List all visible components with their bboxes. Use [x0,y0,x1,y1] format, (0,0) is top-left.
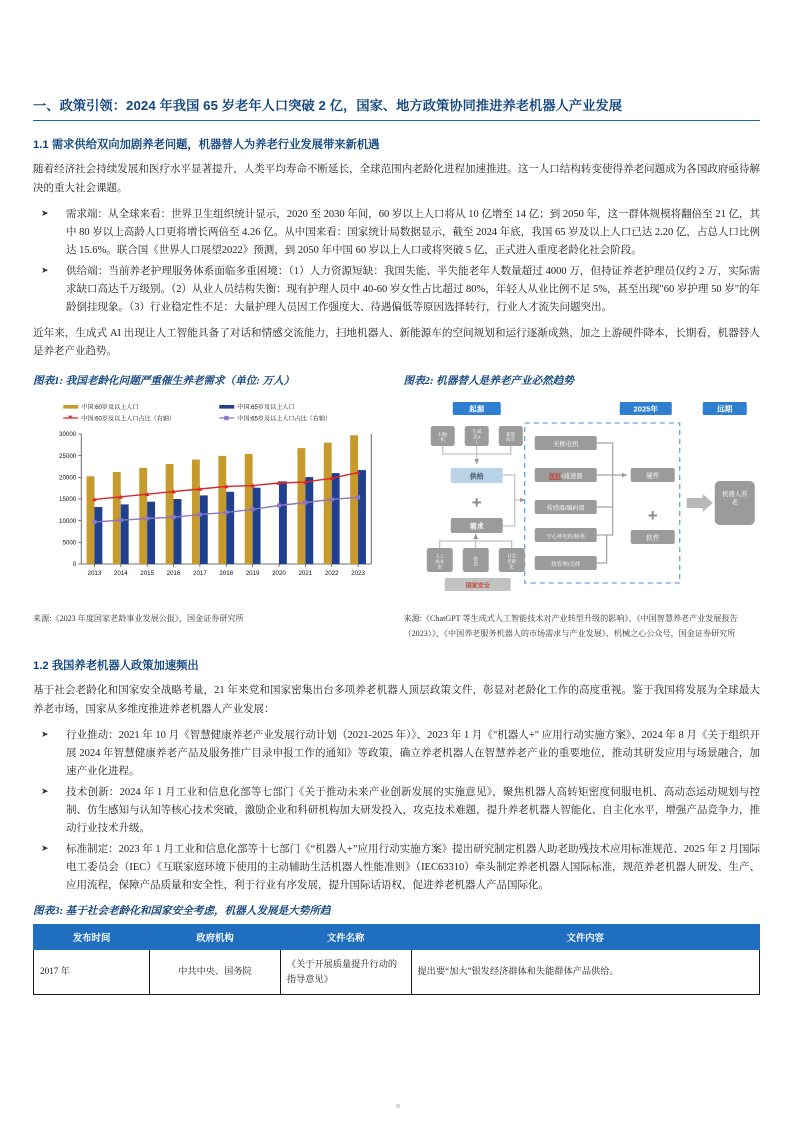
figure-2-caption: 图表2: 机器替人是养老产业必然趋势 [403,375,574,387]
svg-text:中国:60岁及以上人口占比（右轴）: 中国:60岁及以上人口占比（右轴） [81,415,176,423]
paragraph-intro: 随着经济社会持续发展和医疗水平显著提升，人类平均寿命不断延长，全球范围内老龄化进程加速推进。这一人口结构转变使得养老问题成为各国政府亟待解决的重大社会课题。 [33,164,760,194]
list-item-industry-push [33,727,760,781]
svg-text:热管理/壳体: 热管理/壳体 [550,561,581,568]
figure-3-caption: 图表3: 基于社会老龄化和国家安全考虑，机器人发展是大势所趋 [33,905,331,917]
svg-text:扫地机: 扫地机 [437,431,447,443]
svg-text:25000: 25000 [59,452,77,460]
robot-eldercare-flow-diagram [404,396,761,601]
svg-text:10000: 10000 [59,517,77,525]
svg-text:国家安全: 国家安全 [465,583,490,590]
figure-1-caption: 图表1: 我国老龄化问题严重催生养老需求（单位: 万人） [33,375,295,387]
svg-text:远期: 远期 [716,404,732,414]
policy-table [33,924,760,995]
svg-text:30000: 30000 [59,431,77,439]
paragraph-policy-intro: 基于社会老龄化和国家安全战略考量，21 年来党和国家密集出台多项养老机器人顶层政策文件，彰显对老龄化工作的高度重视。鉴于我国将发展为全球最大养老市场，国家从多维度推进养老机器人产业发展： [33,685,760,715]
figure-1-source: 来源:《2023 年度国家老龄事业发展公报》，国金证券研究所 [33,613,244,623]
svg-text:机器人养老: 机器人养老 [721,490,747,506]
subsection-heading-1-1: 1.1 需求供给双向加剧养老问题，机器替人为养老行业发展带来新机遇 [33,138,380,151]
svg-text:2017: 2017 [193,569,207,577]
svg-text:0: 0 [72,561,77,569]
svg-text:丝杠/减速器: 丝杠/减速器 [548,472,583,480]
list-item-demand-text: 需求端：从全球来看：世界卫生组织统计显示，2020 至 2030 年间，60 岁以上人口将从 10 亿增至 14 亿；到 2050 年，这一群体规模将翻倍至 21 亿，其中 80 岁以上高龄人口更将增长两倍至 4.26 亿。从中国来看：国家统计局数据显示，截至 2024 年底，我国 65 岁及以上人口已达 2.20 亿，占总人口比例达 15.6%。联合国《世界人口展望2022》预测，到 2050 年中国 60 岁以上人口或将突破 5 亿，正式进入重度老龄化社会阶段。 [66,208,760,256]
svg-text:供给: 供给 [469,473,484,481]
table-header-content: 文件内容 [411,924,760,949]
arrow-bullet-icon: ➤ [41,842,49,853]
svg-text:空心杯电机/轴承: 空心杯电机/轴承 [545,533,585,540]
svg-text:硬件: 硬件 [645,472,660,480]
svg-text:2019: 2019 [245,569,260,577]
component-nodes [534,436,596,570]
cell-agency: 中共中央、国务院 [150,949,281,994]
cell-doc: 《关于开展质量提升行动的指导意见》 [280,949,411,994]
svg-text:惰性: 惰性 [473,556,478,567]
page-title: 一、政策引领：2024 年我国 65 岁老年人口突破 2 亿，国家、地方政策协同推进养老机器人产业发展 [33,0,760,121]
figure-2-column [404,374,761,642]
table-row [34,949,760,994]
bullet-list-policies [33,727,760,895]
svg-text:传感器/编码器: 传感器/编码器 [546,505,585,512]
arrow-bullet-icon: ➤ [41,785,49,796]
svg-text:中国:65岁及以上人口: 中国:65岁及以上人口 [237,403,295,411]
chart-legend [63,403,331,422]
svg-text:人工成本贵: 人工成本贵 [434,553,444,570]
table-header-time: 发布时间 [34,924,150,949]
svg-text:2020: 2020 [272,569,286,577]
svg-text:无框电机: 无框电机 [552,440,579,448]
svg-text:20000: 20000 [59,474,77,482]
svg-text:5000: 5000 [62,539,77,547]
figure-2-diagram [404,396,761,606]
svg-text:2016: 2016 [166,569,181,577]
paragraph-ai-trend: 近年来，生成式 AI 出现让人工智能具备了对话和情感交流能力，扫地机器人、新能源车的空间规划和运行逐渐成熟，加之上游硬件降本，长期看，机器替人是养老产业趋势。 [33,327,760,357]
list-item-standard-text: 标准制定：2023 年 1 月工业和信息化部等十七部门《“机器人+”应用行动实施方案》提出研究制定机器人助老助残技术应用标准规范、2025 年 2 月国际电工委员会（IEC）《互联家庭环境下使用的主动辅助生活机器人性能准则》（IEC63310）牵头制定养老机器人国际标准，规范养老机器人研发、生产、应用流程，保障产品质量和安全性，利于行业有序发展，提升国际话语权，促进养老机器人产品国际化。 [66,843,760,891]
svg-text:15000: 15000 [59,496,77,504]
list-item-industry-text: 行业推动：2021 年 10 月《智慧健康养老产业发展行动计划（2021-2025 年）》、2023 年 1 月《"机器人+" 应用行动实施方案》、2024 年 8 月《关于组织开展 2024 年智慧健康养老产品及服务推广目录申报工作的通知》等政策，确立养老机器人在智慧养老产业的重要地位，推动其研发应用与场景融合，加速产业化进程。 [66,729,760,777]
svg-text:中国:65岁及以上人口占比（右轴）: 中国:65岁及以上人口占比（右轴） [237,415,332,423]
list-item-standard-setting [33,841,760,895]
svg-text:+: + [647,505,658,525]
svg-text:中国:60岁及以上人口: 中国:60岁及以上人口 [81,403,139,411]
table-header-row [34,924,760,949]
figure-2-source: 来源:《ChatGPT 等生成式人工智能技术对产业转型升级的影响》、《中国智慧养老产业发展报告（2023）》、《中国养老服务机器人的市场需求与产业发展》、机械之心公众号，国金证券研究所 [403,613,738,638]
svg-text:需求: 需求 [469,523,484,531]
population-aging-chart [33,396,390,601]
svg-text:生成式AI: 生成式A I [471,428,481,445]
arrow-bullet-icon: ➤ [41,728,49,739]
figures-row [33,374,760,642]
bullet-list-demand-supply [33,206,760,317]
list-item-supply-text: 供给端：当前养老护理服务体系面临多重困境：（1）人力资源短缺：我国失能、半失能老年人数量超过 4000 万，但持证养老护理员仅约 2 万，实际需求缺口高达千万级别。（2）从业人员结构失衡：现有护理人员中 40-60 岁女性占比超过 80%，年轻人从业比例不足 5%，甚至出现"60 岁护理 50 岁"的年龄倒挂现象。（3）行业稳定性不足：大量护理人员因工作强度大、待遇偏低等原因选择转行，行业人才流失问题突出。 [66,265,760,313]
svg-text:2018: 2018 [219,569,234,577]
list-item-demand [33,206,760,260]
svg-text:2015: 2015 [140,569,155,577]
svg-text:2014: 2014 [113,569,128,577]
svg-text:2022: 2022 [324,569,339,577]
figure-1-column [33,374,390,642]
subsection-heading-1-2: 1.2 我国养老机器人政策加速频出 [33,659,199,672]
svg-text:2025年: 2025年 [633,404,658,414]
svg-text:2023: 2023 [351,569,365,577]
svg-text:起源: 起源 [468,404,484,414]
page-footer-dot [396,1104,400,1108]
flow-arrow-icon [686,494,712,512]
arrow-bullet-icon: ➤ [41,207,49,218]
table-header-doc: 文件名称 [280,924,411,949]
svg-text:新能源车: 新能源车 [505,431,515,443]
figure-1-chart [33,396,390,606]
table-header-agency: 政府机构 [150,924,281,949]
list-item-tech-text: 技术创新：2024 年 1 月工业和信息化部等七部门《关于推动未来产业创新发展的实施意见》，聚焦机器人高转矩密度伺服电机、高动态运动规划与控制、仿生感知与认知等核心技术突破，激励企业和科研机构加大研发投入，攻克技术难题，提升养老机器人智能化、自主化水平，增强产品竞争力，推动行业技术升级。 [66,786,760,834]
svg-text:社会老龄化: 社会老龄化 [506,553,516,570]
svg-text:+: + [471,492,482,512]
list-item-supply [33,263,760,317]
list-item-tech-innovation [33,784,760,838]
svg-text:2021: 2021 [298,569,313,577]
svg-text:2013: 2013 [87,569,102,577]
cell-time: 2017 年 [34,949,150,994]
svg-text:软件: 软件 [645,534,660,542]
cell-content: 提出要“加大”银发经济群体和失能群体产品供给。 [411,949,760,994]
arrow-bullet-icon: ➤ [41,264,49,275]
